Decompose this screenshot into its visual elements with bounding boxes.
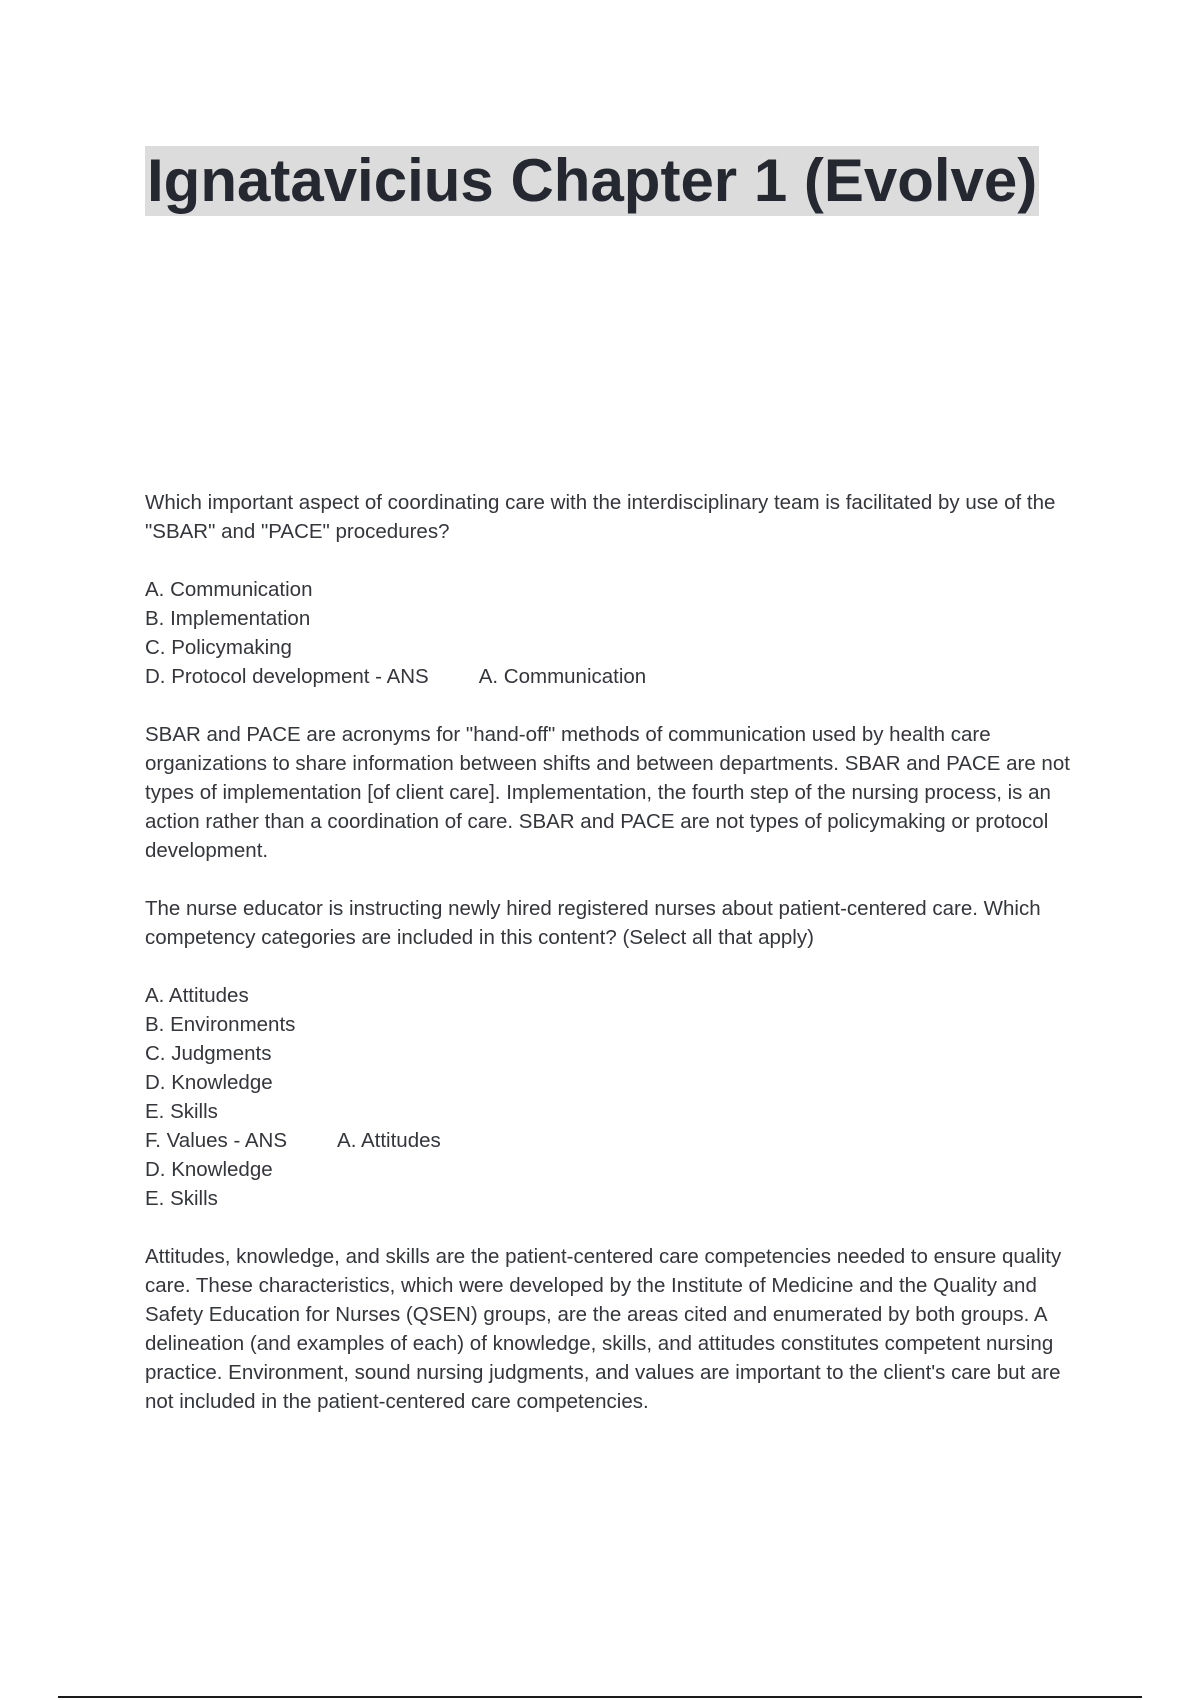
question-2-option-e: E. Skills: [145, 1100, 218, 1123]
question-2-answer-2: D. Knowledge: [145, 1158, 273, 1181]
question-2-answer-3: E. Skills: [145, 1187, 218, 1210]
question-2-option-b: B. Environments: [145, 1013, 296, 1036]
question-2-option-d: D. Knowledge: [145, 1071, 273, 1094]
question-2-option-f-with-answer: [145, 1126, 1085, 1155]
question-2-answer-1: A. Attitudes: [337, 1129, 441, 1152]
page-title: Ignatavicius Chapter 1 (Evolve): [147, 147, 1038, 214]
question-2-rationale: Attitudes, knowledge, and skills are the patient-centered care competencies needed to ensure quality care. These characteristics, which were developed by the Institute of Medicine and the Quality and Safety Education for Nurses (QSEN) groups, are the areas cited and enumerated by both groups. A delineation (and examples of each) of knowledge, skills, and attitudes constitutes competent nursing practice. Environment, sound nursing judgments, and values are important to the client's care but are not included in the patient-centered care competencies.: [145, 1245, 1062, 1413]
question-2-option-c: C. Judgments: [145, 1042, 272, 1065]
question-1-rationale: SBAR and PACE are acronyms for "hand-off" methods of communication used by health care organizations to share information between shifts and between departments. SBAR and PACE are not types of implementation [of client care]. Implementation, the fourth step of the nursing process, is an action rather than a coordination of care. SBAR and PACE are not types of policymaking or protocol development.: [145, 723, 1070, 862]
question-1-option-a: A. Communication: [145, 578, 313, 601]
question-2-option-a: A. Attitudes: [145, 984, 249, 1007]
title-block: [145, 146, 1039, 216]
question-1-options: [145, 575, 1085, 691]
document-body: [145, 488, 1085, 1445]
question-1-stem: Which important aspect of coordinating care with the interdisciplinary team is facilitated by use of the "SBAR" and "PACE" procedures?: [145, 491, 1056, 543]
question-1-option-d-with-answer: [145, 662, 1085, 691]
question-2-stem: The nurse educator is instructing newly hired registered nurses about patient-centered care. Which competency categories are included in this content? (Select all that apply): [145, 897, 1041, 949]
footer-divider: [58, 1696, 1142, 1698]
question-2-option-f: F. Values - ANS: [145, 1129, 288, 1152]
question-1-answer: A. Communication: [478, 665, 647, 688]
question-1-option-b: B. Implementation: [145, 607, 311, 630]
question-1-option-d: D. Protocol development - ANS: [145, 665, 429, 688]
question-2-options: [145, 981, 1085, 1213]
question-1-option-c: C. Policymaking: [145, 636, 292, 659]
